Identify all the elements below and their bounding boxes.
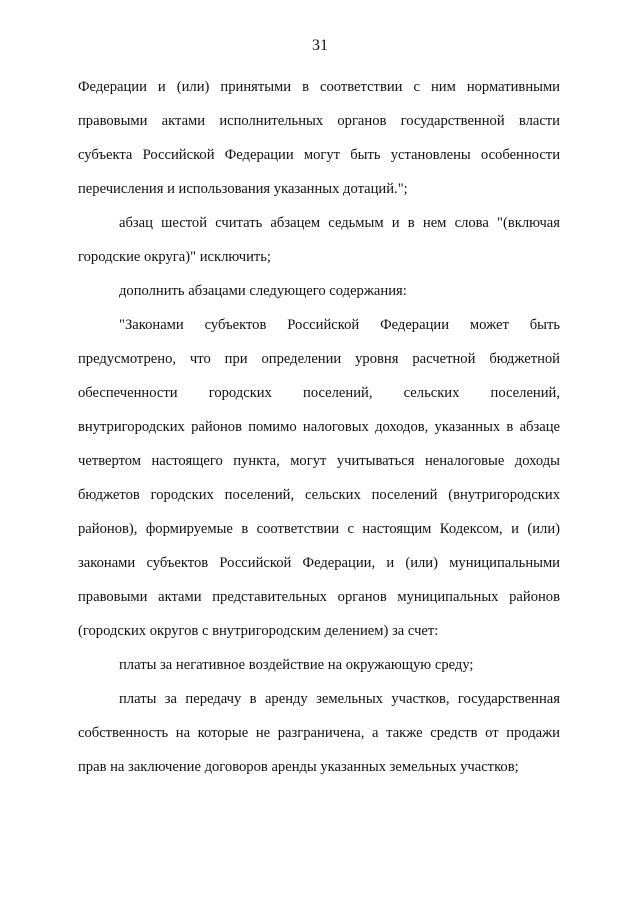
text-line: предусмотрено, что при определении уровня расчетной бюджетной (78, 351, 560, 367)
text-line: обеспеченности городских поселений, сельских поселений, (78, 385, 560, 401)
text-line: законами субъектов Российской Федерации, и (или) муниципальными (78, 555, 560, 571)
text-line: правовыми актами исполнительных органов государственной власти (78, 113, 560, 129)
paragraph-5 (78, 648, 560, 682)
paragraph-6 (78, 682, 560, 784)
text-line: дополнить абзацами следующего содержания: (119, 283, 407, 299)
text-line: городские округа)" исключить; (78, 249, 271, 265)
text-line: (городских округов с внутригородским делением) за счет: (78, 623, 439, 639)
document-body (78, 70, 560, 784)
text-line: собственность на которые не разграничена, а также средств от продажи (78, 725, 560, 741)
text-line: бюджетов городских поселений, сельских поселений (внутригородских (78, 487, 560, 503)
paragraph-3 (78, 274, 560, 308)
text-line: платы за негативное воздействие на окружающую среду; (119, 657, 474, 673)
text-line: правовыми актами представительных органов муниципальных районов (78, 589, 560, 605)
text-line: перечисления и использования указанных дотаций."; (78, 181, 408, 197)
text-line: "Законами субъектов Российской Федерации может быть (119, 317, 560, 333)
page-number: 31 (312, 37, 328, 54)
paragraph-4 (78, 308, 560, 648)
text-line: внутригородских районов помимо налоговых доходов, указанных в абзаце (78, 419, 560, 435)
text-line: районов), формируемые в соответствии с настоящим Кодексом, и (или) (78, 521, 560, 537)
text-line: прав на заключение договоров аренды указанных земельных участков; (78, 759, 519, 775)
paragraph-1 (78, 70, 560, 206)
text-line: субъекта Российской Федерации могут быть установлены особенности (78, 147, 560, 163)
text-line: абзац шестой считать абзацем седьмым и в нем слова "(включая (119, 215, 560, 231)
text-line: четвертом настоящего пункта, могут учитываться неналоговые доходы (78, 453, 560, 469)
paragraph-2 (78, 206, 560, 274)
text-line: платы за передачу в аренду земельных участков, государственная (119, 691, 560, 707)
text-line: Федерации и (или) принятыми в соответствии с ним нормативными (78, 79, 560, 95)
